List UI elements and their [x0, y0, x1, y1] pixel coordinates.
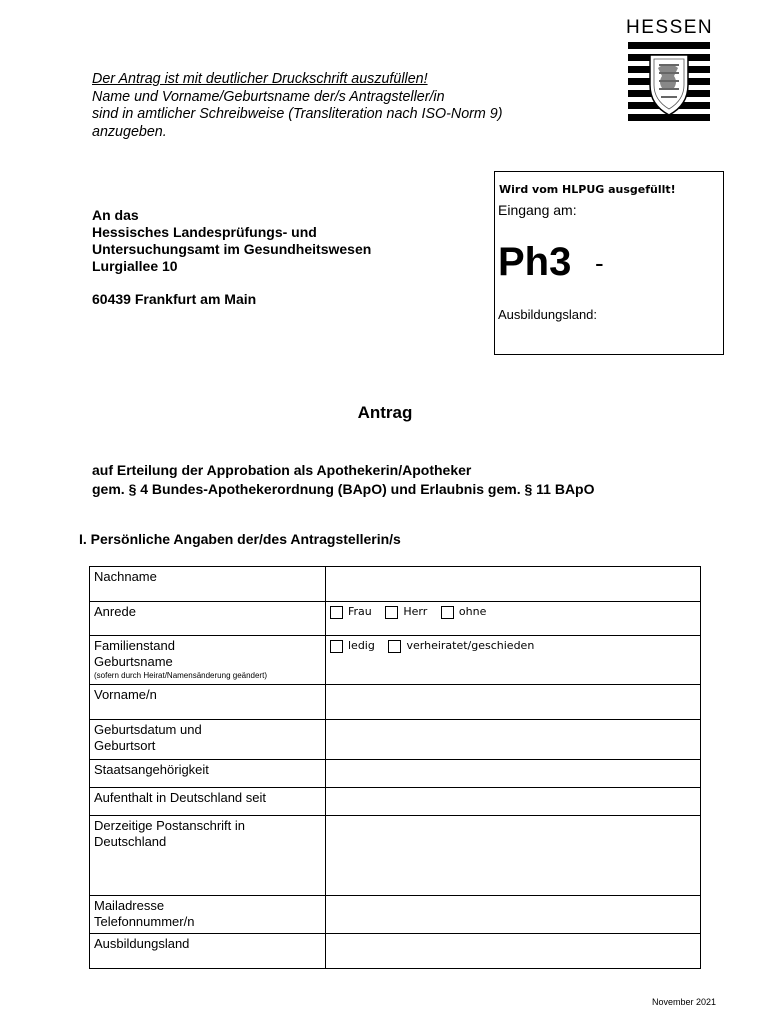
- input-ausbildungsland[interactable]: [326, 934, 701, 969]
- checkbox-verheiratet[interactable]: [388, 640, 401, 653]
- page-subtitle: [92, 461, 595, 499]
- file-code: Ph3: [498, 240, 572, 284]
- intro-line-3: sind in amtlicher Schreibweise (Transliteration nach ISO-Norm 9): [92, 106, 503, 122]
- input-nachname[interactable]: [326, 567, 701, 602]
- option-ledig[interactable]: ledig: [330, 638, 375, 654]
- label-geburtsdatum: [90, 720, 326, 760]
- label-vorname: Vorname/n: [90, 685, 326, 720]
- input-postanschrift[interactable]: [326, 816, 701, 896]
- form-row-anrede: [90, 602, 701, 636]
- form-row-kontakt: [90, 896, 701, 934]
- hessen-coat-of-arms-icon: [628, 42, 710, 124]
- checkbox-herr[interactable]: [385, 606, 398, 619]
- label-geburtsname: Geburtsname: [94, 654, 173, 669]
- checkbox-ohne[interactable]: [441, 606, 454, 619]
- personal-data-form: [89, 566, 701, 969]
- recipient-address: [92, 207, 371, 308]
- label-familienstand-text: Familienstand: [94, 638, 175, 653]
- form-row-postanschrift: [90, 816, 701, 896]
- label-telefonnummer: Telefonnummer/n: [94, 914, 195, 929]
- intro-note: [92, 71, 572, 141]
- familienstand-options: [326, 636, 701, 685]
- checkbox-ledig[interactable]: [330, 640, 343, 653]
- eingang-label: Eingang am:: [498, 202, 577, 218]
- input-vorname[interactable]: [326, 685, 701, 720]
- ausbildungsland-label: Ausbildungsland:: [498, 307, 598, 322]
- intro-line-4: anzugeben.: [92, 123, 167, 140]
- input-geburtsdatum[interactable]: [326, 720, 701, 760]
- intro-line-2: Name und Vorname/Geburtsname der/s Antragsteller/in: [92, 88, 445, 105]
- address-line-4: Lurgiallee 10: [92, 258, 178, 274]
- intro-line-1: Der Antrag ist mit deutlicher Druckschrift auszufüllen!: [92, 71, 428, 87]
- label-kontakt: [90, 896, 326, 934]
- office-use-box: [494, 171, 724, 355]
- subtitle-line-2: gem. § 4 Bundes-Apothekerordnung (BApO) und Erlaubnis gem. § 11 BApO: [92, 481, 595, 497]
- anrede-options: [326, 602, 701, 636]
- label-postanschrift-line-2: Deutschland: [94, 834, 167, 849]
- label-ausbildungsland: Ausbildungsland: [90, 934, 326, 969]
- option-herr[interactable]: Herr: [385, 604, 427, 620]
- address-line-1: An das: [92, 207, 139, 223]
- input-aufenthalt[interactable]: [326, 788, 701, 816]
- office-box-header: Wird vom HLPUG ausgefüllt!: [499, 183, 676, 196]
- label-aufenthalt: Aufenthalt in Deutschland seit: [90, 788, 326, 816]
- input-staatsangehoerigkeit[interactable]: [326, 760, 701, 788]
- form-row-familienstand: [90, 636, 701, 685]
- page-title: Antrag: [357, 403, 413, 422]
- section-heading: I. Persönliche Angaben der/des Antragstellerin/s: [79, 531, 401, 547]
- option-frau[interactable]: Frau: [330, 604, 372, 620]
- address-city: 60439 Frankfurt am Main: [92, 291, 257, 307]
- label-postanschrift: [90, 816, 326, 896]
- checkbox-frau[interactable]: [330, 606, 343, 619]
- form-row-nachname: [90, 567, 701, 602]
- option-verheiratet[interactable]: verheiratet/geschieden: [388, 638, 534, 654]
- form-row-aufenthalt: [90, 788, 701, 816]
- subtitle-line-1: auf Erteilung der Approbation als Apothekerin/Apotheker: [92, 462, 472, 478]
- label-postanschrift-line-1: Derzeitige Postanschrift in: [94, 818, 246, 833]
- footer-date: November 2021: [651, 997, 716, 1007]
- input-kontakt[interactable]: [326, 896, 701, 934]
- label-anrede: Anrede: [90, 602, 326, 636]
- label-familienstand: [90, 636, 326, 685]
- label-nachname: Nachname: [90, 567, 326, 602]
- form-row-ausbildungsland: [90, 934, 701, 969]
- form-row-vorname: [90, 685, 701, 720]
- label-geburtsdatum-line-1: Geburtsdatum und: [94, 722, 202, 737]
- form-row-staatsangehoerigkeit: [90, 760, 701, 788]
- address-line-3: Untersuchungsamt im Gesundheitswesen: [92, 241, 372, 257]
- label-geburtsdatum-line-2: Geburtsort: [94, 738, 156, 753]
- option-ohne[interactable]: ohne: [441, 604, 486, 620]
- address-line-2: Hessisches Landesprüfungs- und: [92, 224, 317, 240]
- file-code-dash: -: [595, 248, 604, 278]
- label-staatsangehoerigkeit: Staatsangehörigkeit: [90, 760, 326, 788]
- geburtsname-note: (sofern durch Heirat/Namensänderung geändert): [94, 671, 267, 680]
- hessen-logo-text: HESSEN: [626, 17, 714, 38]
- label-mailadresse: Mailadresse: [94, 898, 165, 913]
- form-row-geburtsdatum: [90, 720, 701, 760]
